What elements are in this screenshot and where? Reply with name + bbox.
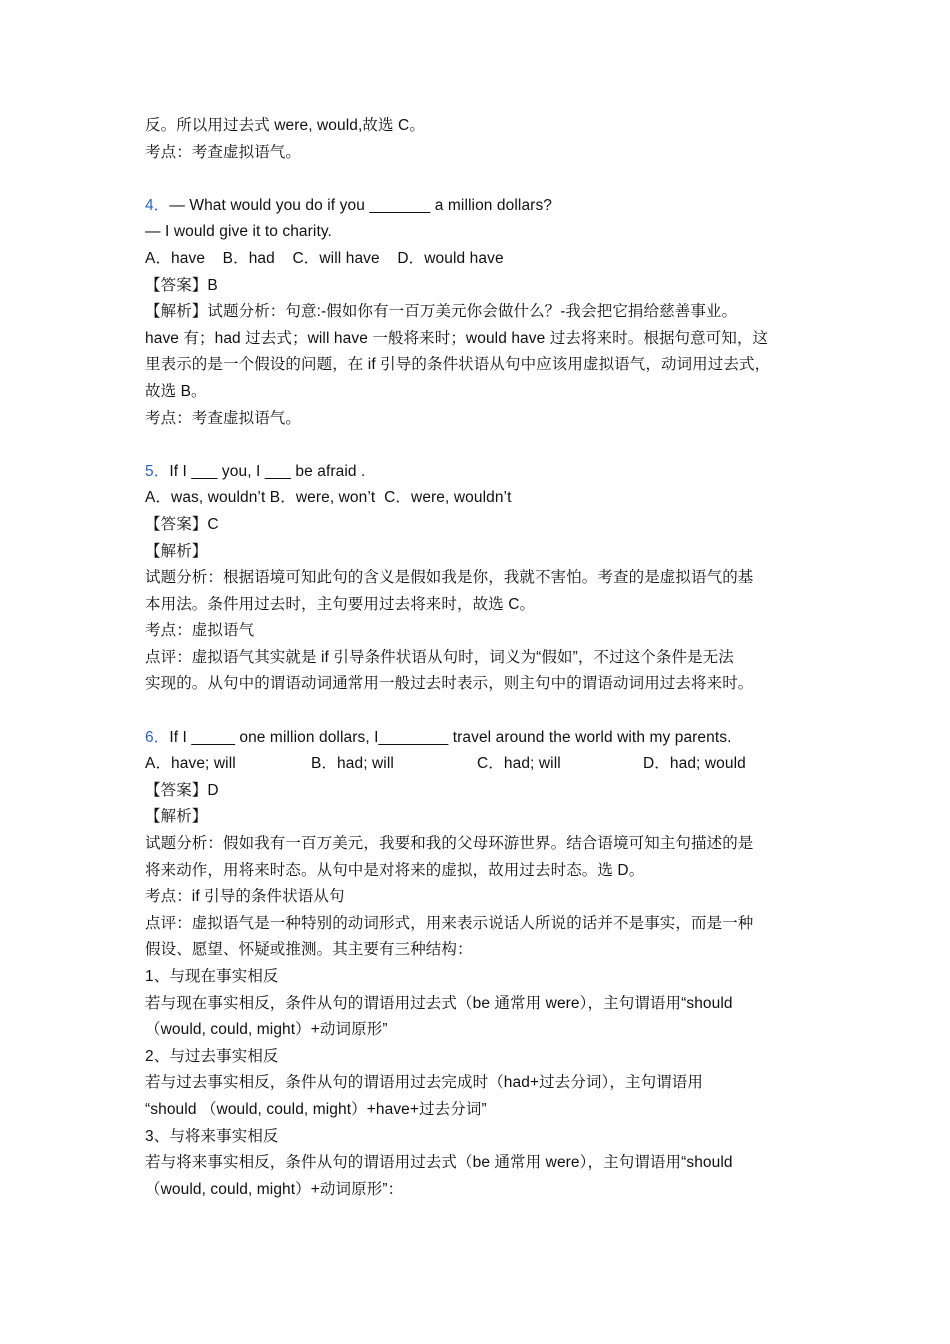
q6-option-a: A．have; will bbox=[145, 755, 236, 773]
q4-analysis-line: 【解析】试题分析：句意:-假如你有一百万美元你会做什么？-我会把它捐给慈善事业。 bbox=[145, 303, 738, 321]
spacer bbox=[145, 166, 815, 193]
q4-answer: 【答案】B bbox=[145, 276, 218, 294]
q5-kaodian: 考点：虚拟语气 bbox=[145, 622, 255, 640]
q6-dianping-line: 1、与现在事实相反 bbox=[145, 968, 279, 985]
q4-number: 4． bbox=[145, 196, 170, 214]
spacer bbox=[145, 432, 815, 459]
q6-dianping-line: “should （would, could, might）+have+过去分词” bbox=[145, 1100, 487, 1118]
q5-stem bbox=[145, 459, 815, 486]
q5-stem-text: If I ___ you, I ___ be afraid . bbox=[169, 462, 366, 480]
q5-dianping-line: 点评：虚拟语气其实就是 if 引导条件状语从句时，词义为“假如”，不过这个条件是无法 bbox=[145, 648, 734, 666]
q6-option-c: C．had; will bbox=[477, 755, 561, 773]
q4-kaodian: 考点：考查虚拟语气。 bbox=[145, 409, 302, 427]
q5-analysis-line: 本用法。条件用过去时，主句要用过去将来时，故选 C。 bbox=[145, 595, 536, 613]
q4-stem bbox=[145, 193, 815, 220]
q6-answer: 【答案】D bbox=[145, 781, 219, 799]
q6-dianping-line: 2、与过去事实相反 bbox=[145, 1047, 279, 1065]
q5-options: A．was, wouldn’t B．were, won’t C．were, wouldn’t bbox=[145, 489, 512, 507]
q6-dianping-line: 若与过去事实相反，条件从句的谓语用过去完成时（had+过去分词），主句谓语用 bbox=[145, 1074, 703, 1092]
q5-jiexi-heading: 【解析】 bbox=[145, 542, 208, 560]
q6-dianping-line: 点评：虚拟语气是一种特别的动词形式，用来表示说话人所说的话并不是事实，而是一种 bbox=[145, 914, 754, 932]
q5-answer: 【答案】C bbox=[145, 515, 219, 533]
q6-analysis-line: 试题分析：假如我有一百万美元，我要和我的父母环游世界。结合语境可知主句描述的是 bbox=[145, 835, 754, 853]
q4-analysis-line: 故选 B。 bbox=[145, 382, 207, 400]
q6-dianping-line: 3、与将来事实相反 bbox=[145, 1127, 279, 1145]
q6-dianping-line: 若与将来事实相反，条件从句的谓语用过去式（be 通常用 were），主句谓语用“should bbox=[145, 1154, 733, 1172]
document-page bbox=[145, 113, 815, 1203]
spacer bbox=[145, 698, 815, 725]
q5-analysis-line: 试题分析：根据语境可知此句的含义是假如我是你，我就不害怕。考查的是虚拟语气的基 bbox=[145, 569, 754, 587]
q6-stem bbox=[145, 725, 815, 752]
q6-options bbox=[145, 751, 815, 778]
q4-analysis-line: have 有；had 过去式；will have 一般将来时；would have 过去将来时。根据句意可知，这 bbox=[145, 329, 769, 347]
q6-dianping-line: 若与现在事实相反，条件从句的谓语用过去式（be 通常用 were），主句谓语用“should bbox=[145, 994, 733, 1012]
q6-dianping-line: 假设、愿望、怀疑或推测。其主要有三种结构： bbox=[145, 941, 473, 959]
q3-kaodian: 考点：考查虚拟语气。 bbox=[145, 143, 302, 161]
q6-dianping-line: （would, could, might）+动词原形”： bbox=[145, 1180, 404, 1198]
q6-kaodian: 考点：if 引导的条件状语从句 bbox=[145, 888, 345, 906]
q6-analysis-line: 将来动作，用将来时态。从句中是对将来的虚拟，故用过去时态。选 D。 bbox=[145, 861, 645, 879]
q6-jiexi-heading: 【解析】 bbox=[145, 808, 208, 826]
q4-options: A．have B．had C．will have D．would have bbox=[145, 249, 504, 267]
q5-number: 5． bbox=[145, 462, 170, 480]
q4-stem-text: — What would you do if you _______ a million dollars? bbox=[169, 196, 553, 214]
q3-analysis-tail: 反。所以用过去式 were, would,故选 C。 bbox=[145, 117, 425, 134]
q6-option-d: D．had; would bbox=[643, 755, 746, 773]
q6-number: 6． bbox=[145, 728, 170, 746]
q4-reply: — I would give it to charity. bbox=[145, 223, 332, 241]
q6-dianping-line: （would, could, might）+动词原形” bbox=[145, 1021, 388, 1039]
q5-dianping-line: 实现的。从句中的谓语动词通常用一般过去时表示，则主句中的谓语动词用过去将来时。 bbox=[145, 675, 754, 693]
q4-analysis-line: 里表示的是一个假设的问题，在 if 引导的条件状语从句中应该用虚拟语气，动词用过去式， bbox=[145, 356, 771, 374]
q6-stem-text: If I _____ one million dollars, I________ travel around the world with my parents. bbox=[169, 728, 732, 746]
q6-option-b: B．had; will bbox=[311, 755, 394, 773]
